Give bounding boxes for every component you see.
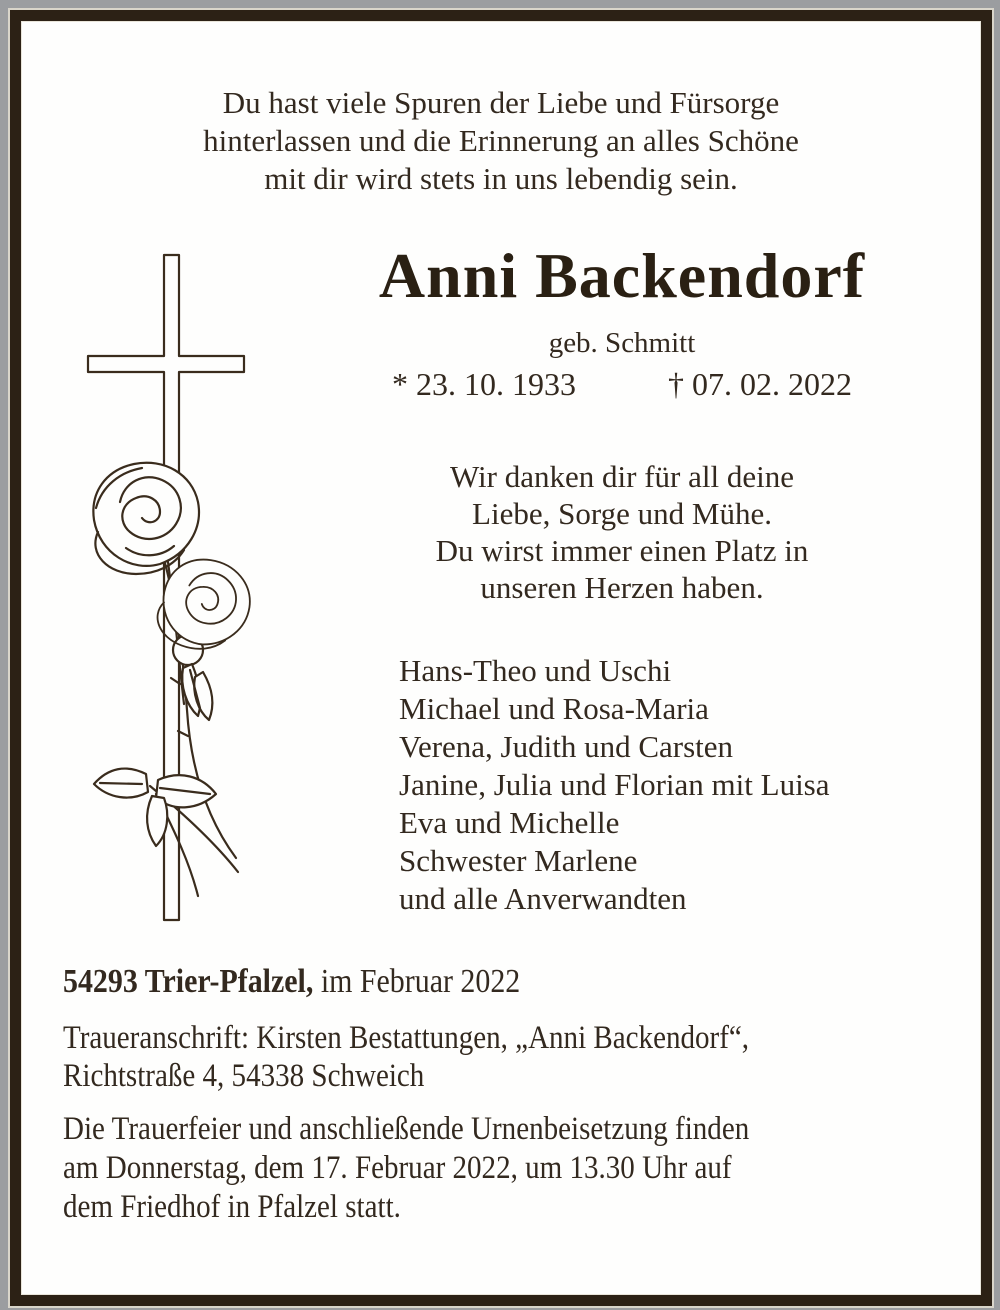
verse-line: Du hast viele Spuren der Liebe und Fürsorge xyxy=(222,85,780,120)
mourning-address xyxy=(63,1019,749,1095)
mourners-list xyxy=(399,652,830,918)
opening-verse xyxy=(22,84,980,198)
cross-with-roses-illustration xyxy=(84,252,314,924)
gratitude-line: Du wirst immer einen Platz in xyxy=(435,533,809,568)
mourner-line: Janine, Julia und Florian mit Luisa xyxy=(399,767,830,802)
death-date: † 07. 02. 2022 xyxy=(668,366,852,402)
gratitude-line: Liebe, Sorge und Mühe. xyxy=(472,496,772,531)
maiden-name: geb. Schmitt xyxy=(548,327,696,359)
life-dates xyxy=(292,366,952,403)
deceased-name: Anni Backendorf xyxy=(378,240,866,311)
obituary-card xyxy=(21,21,981,1295)
upper-rose-icon xyxy=(93,463,199,574)
mourner-line: Eva und Michelle xyxy=(399,805,620,840)
funeral-info xyxy=(63,1110,749,1227)
address-line: Traueranschrift: Kirsten Bestattungen, „Anni Backendorf“, xyxy=(63,1020,750,1056)
verse-line: mit dir wird stets in uns lebendig sein. xyxy=(264,161,738,196)
mourner-line: Verena, Judith und Carsten xyxy=(399,729,734,764)
mourner-line: Hans-Theo und Uschi xyxy=(399,653,672,688)
mourner-line: und alle Anverwandten xyxy=(399,881,687,916)
leaves-icon xyxy=(94,769,216,846)
funeral-line: Die Trauerfeier und anschließende Urnenbeisetzung finden xyxy=(63,1111,750,1147)
gratitude-line: unseren Herzen haben. xyxy=(480,570,764,605)
address-line: Richtstraße 4, 54338 Schweich xyxy=(63,1058,425,1094)
city-date-line xyxy=(63,963,520,1001)
city-date-bold: 54293 Trier-Pfalzel, xyxy=(63,963,314,1000)
funeral-line: am Donnerstag, dem 17. Februar 2022, um 13.30 Uhr auf xyxy=(63,1150,732,1186)
mourner-line: Michael und Rosa-Maria xyxy=(399,691,709,726)
gratitude-line: Wir danken dir für all deine xyxy=(450,459,794,494)
gratitude-verse xyxy=(292,458,952,606)
card-border xyxy=(10,10,992,1306)
verse-line: hinterlassen und die Erinnerung an alles Schöne xyxy=(203,123,799,158)
city-date-rest: im Februar 2022 xyxy=(313,963,521,1000)
frame-inner-line xyxy=(8,8,994,1308)
birth-date: * 23. 10. 1933 xyxy=(392,366,576,402)
mourner-line: Schwester Marlene xyxy=(399,843,638,878)
funeral-line: dem Friedhof in Pfalzel statt. xyxy=(63,1189,401,1225)
